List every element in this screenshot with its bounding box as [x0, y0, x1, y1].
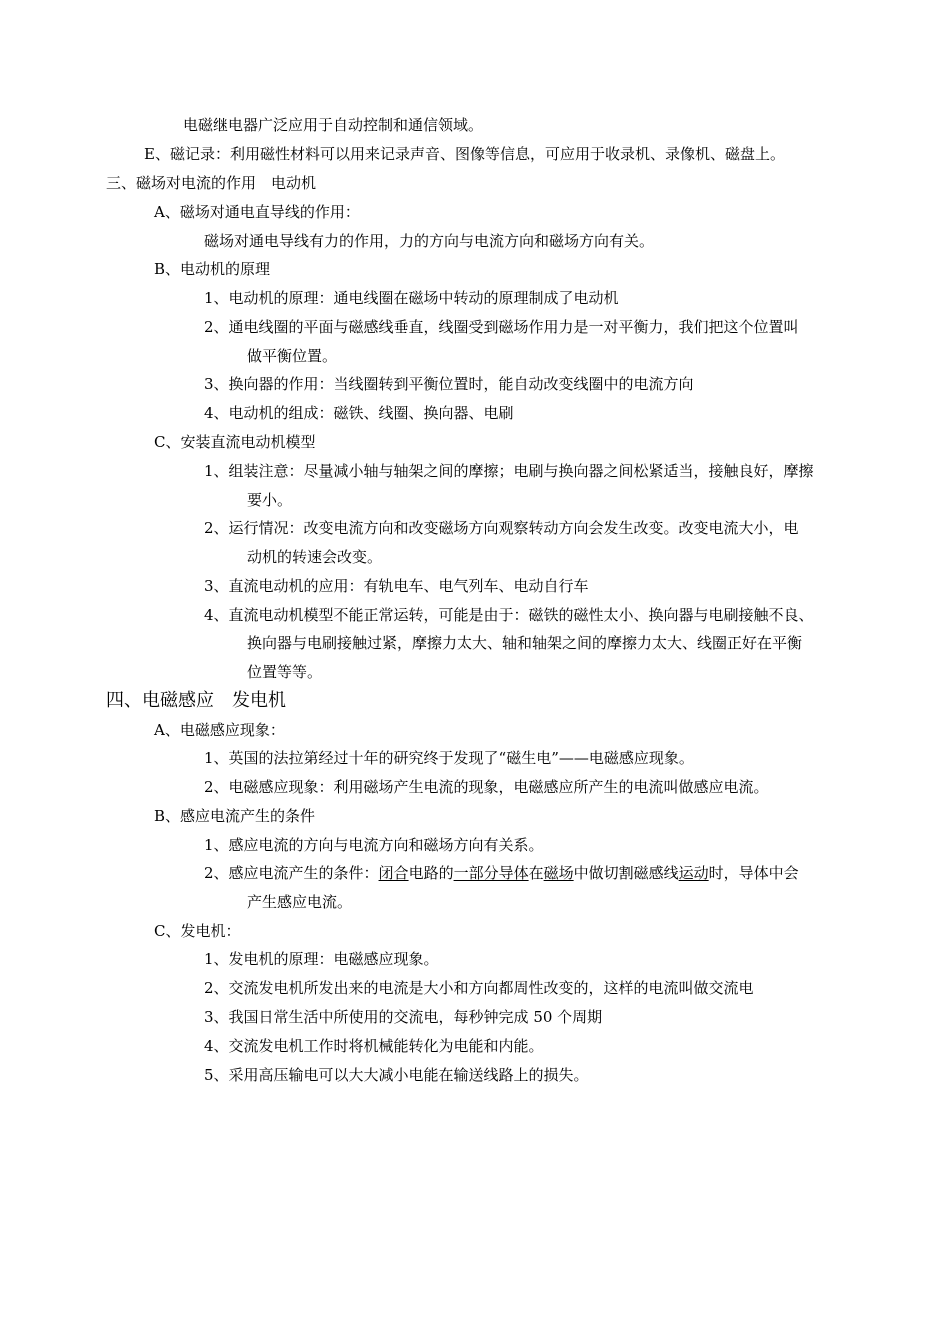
- item-2-text: 中做切割磁感线: [573, 864, 679, 882]
- section-3c-item-1-cont: 要小。: [247, 491, 293, 509]
- section-4b-heading: B、感应电流产生的条件: [154, 807, 316, 825]
- section-3c-item-1: 1、组装注意：尽量减小轴与轴架之间的摩擦；电刷与换向器之间松紧适当，接触良好，摩擦: [204, 462, 814, 480]
- section-4b-item-2-cont: 产生感应电流。: [247, 893, 353, 911]
- item-2-text: 在: [528, 864, 544, 882]
- section-3b-item-4: 4、电动机的组成：磁铁、线圈、换向器、电刷: [204, 404, 514, 422]
- section-4c-heading: C、发电机：: [154, 922, 241, 940]
- section-4c-item-3: 3、我国日常生活中所使用的交流电，每秒钟完成 50 个周期: [204, 1008, 603, 1026]
- underlined-term-conductor-part: 一部分导体: [453, 864, 529, 882]
- section-4c-item-1: 1、发电机的原理：电磁感应现象。: [204, 950, 439, 968]
- section-4c-item-2: 2、交流发电机所发出来的电流是大小和方向都周性改变的，这样的电流叫做交流电: [204, 979, 754, 997]
- underlined-term-closed: 闭合: [378, 864, 409, 882]
- section-3b-heading: B、电动机的原理: [154, 260, 271, 278]
- section-4c-item-4: 4、交流发电机工作时将机械能转化为电能和内能。: [204, 1037, 544, 1055]
- section-4a-heading: A、电磁感应现象：: [154, 721, 285, 739]
- section-3c-item-3: 3、直流电动机的应用：有轨电车、电气列车、电动自行车: [204, 577, 589, 595]
- section-4a-item-2: 2、电磁感应现象：利用磁场产生电流的现象，电磁感应所产生的电流叫做感应电流。: [204, 778, 769, 796]
- section-4-heading: 四、电磁感应 发电机: [106, 690, 286, 711]
- section-4b-item-1: 1、感应电流的方向与电流方向和磁场方向有关系。: [204, 836, 544, 854]
- item-2-text: 电路的: [408, 864, 454, 882]
- section-3c-item-2-cont: 动机的转速会改变。: [247, 548, 383, 566]
- section-3c-item-4-cont: 换向器与电刷接触过紧，摩擦力太大、轴和轴架之间的摩擦力太大、线圈正好在平衡: [247, 634, 803, 652]
- item-2-text: 时，导体中会: [708, 864, 799, 882]
- paragraph-relay-application: 电磁继电器广泛应用于自动控制和通信领域。: [183, 116, 484, 134]
- section-4b-item-2: [204, 863, 799, 883]
- section-3c-heading: C、安装直流电动机模型: [154, 433, 316, 451]
- section-3-heading: 三、磁场对电流的作用 电动机: [106, 174, 317, 192]
- section-3a-heading: A、磁场对通电直导线的作用：: [154, 203, 360, 221]
- section-3b-item-3: 3、换向器的作用：当线圈转到平衡位置时，能自动改变线圈中的电流方向: [204, 375, 694, 393]
- section-4c-item-5: 5、采用高压输电可以大大减小电能在输送线路上的损失。: [204, 1066, 589, 1084]
- section-3c-item-4-cont2: 位置等等。: [247, 663, 323, 681]
- section-3b-item-2: 2、通电线圈的平面与磁感线垂直，线圈受到磁场作用力是一对平衡力，我们把这个位置叫: [204, 318, 799, 336]
- section-3a-text: 磁场对通电导线有力的作用，力的方向与电流方向和磁场方向有关。: [204, 232, 655, 250]
- item-e-magnetic-recording: E、磁记录：利用磁性材料可以用来记录声音、图像等信息，可应用于收录机、录像机、磁盘上。: [144, 145, 785, 163]
- section-3c-item-4: 4、直流电动机模型不能正常运转，可能是由于：磁铁的磁性太小、换向器与电刷接触不良、: [204, 606, 814, 624]
- item-2-lead-text: 2、感应电流产生的条件：: [204, 864, 379, 882]
- section-3b-item-1: 1、电动机的原理：通电线圈在磁场中转动的原理制成了电动机: [204, 289, 619, 307]
- section-4a-item-1: 1、英国的法拉第经过十年的研究终于发现了“磁生电”——电磁感应现象。: [204, 749, 694, 767]
- section-3b-item-2-cont: 做平衡位置。: [247, 347, 338, 365]
- section-3c-item-2: 2、运行情况：改变电流方向和改变磁场方向观察转动方向会发生改变。改变电流大小，电: [204, 519, 799, 537]
- underlined-term-motion: 运动: [678, 864, 709, 882]
- underlined-term-magnetic-field: 磁场: [543, 864, 574, 882]
